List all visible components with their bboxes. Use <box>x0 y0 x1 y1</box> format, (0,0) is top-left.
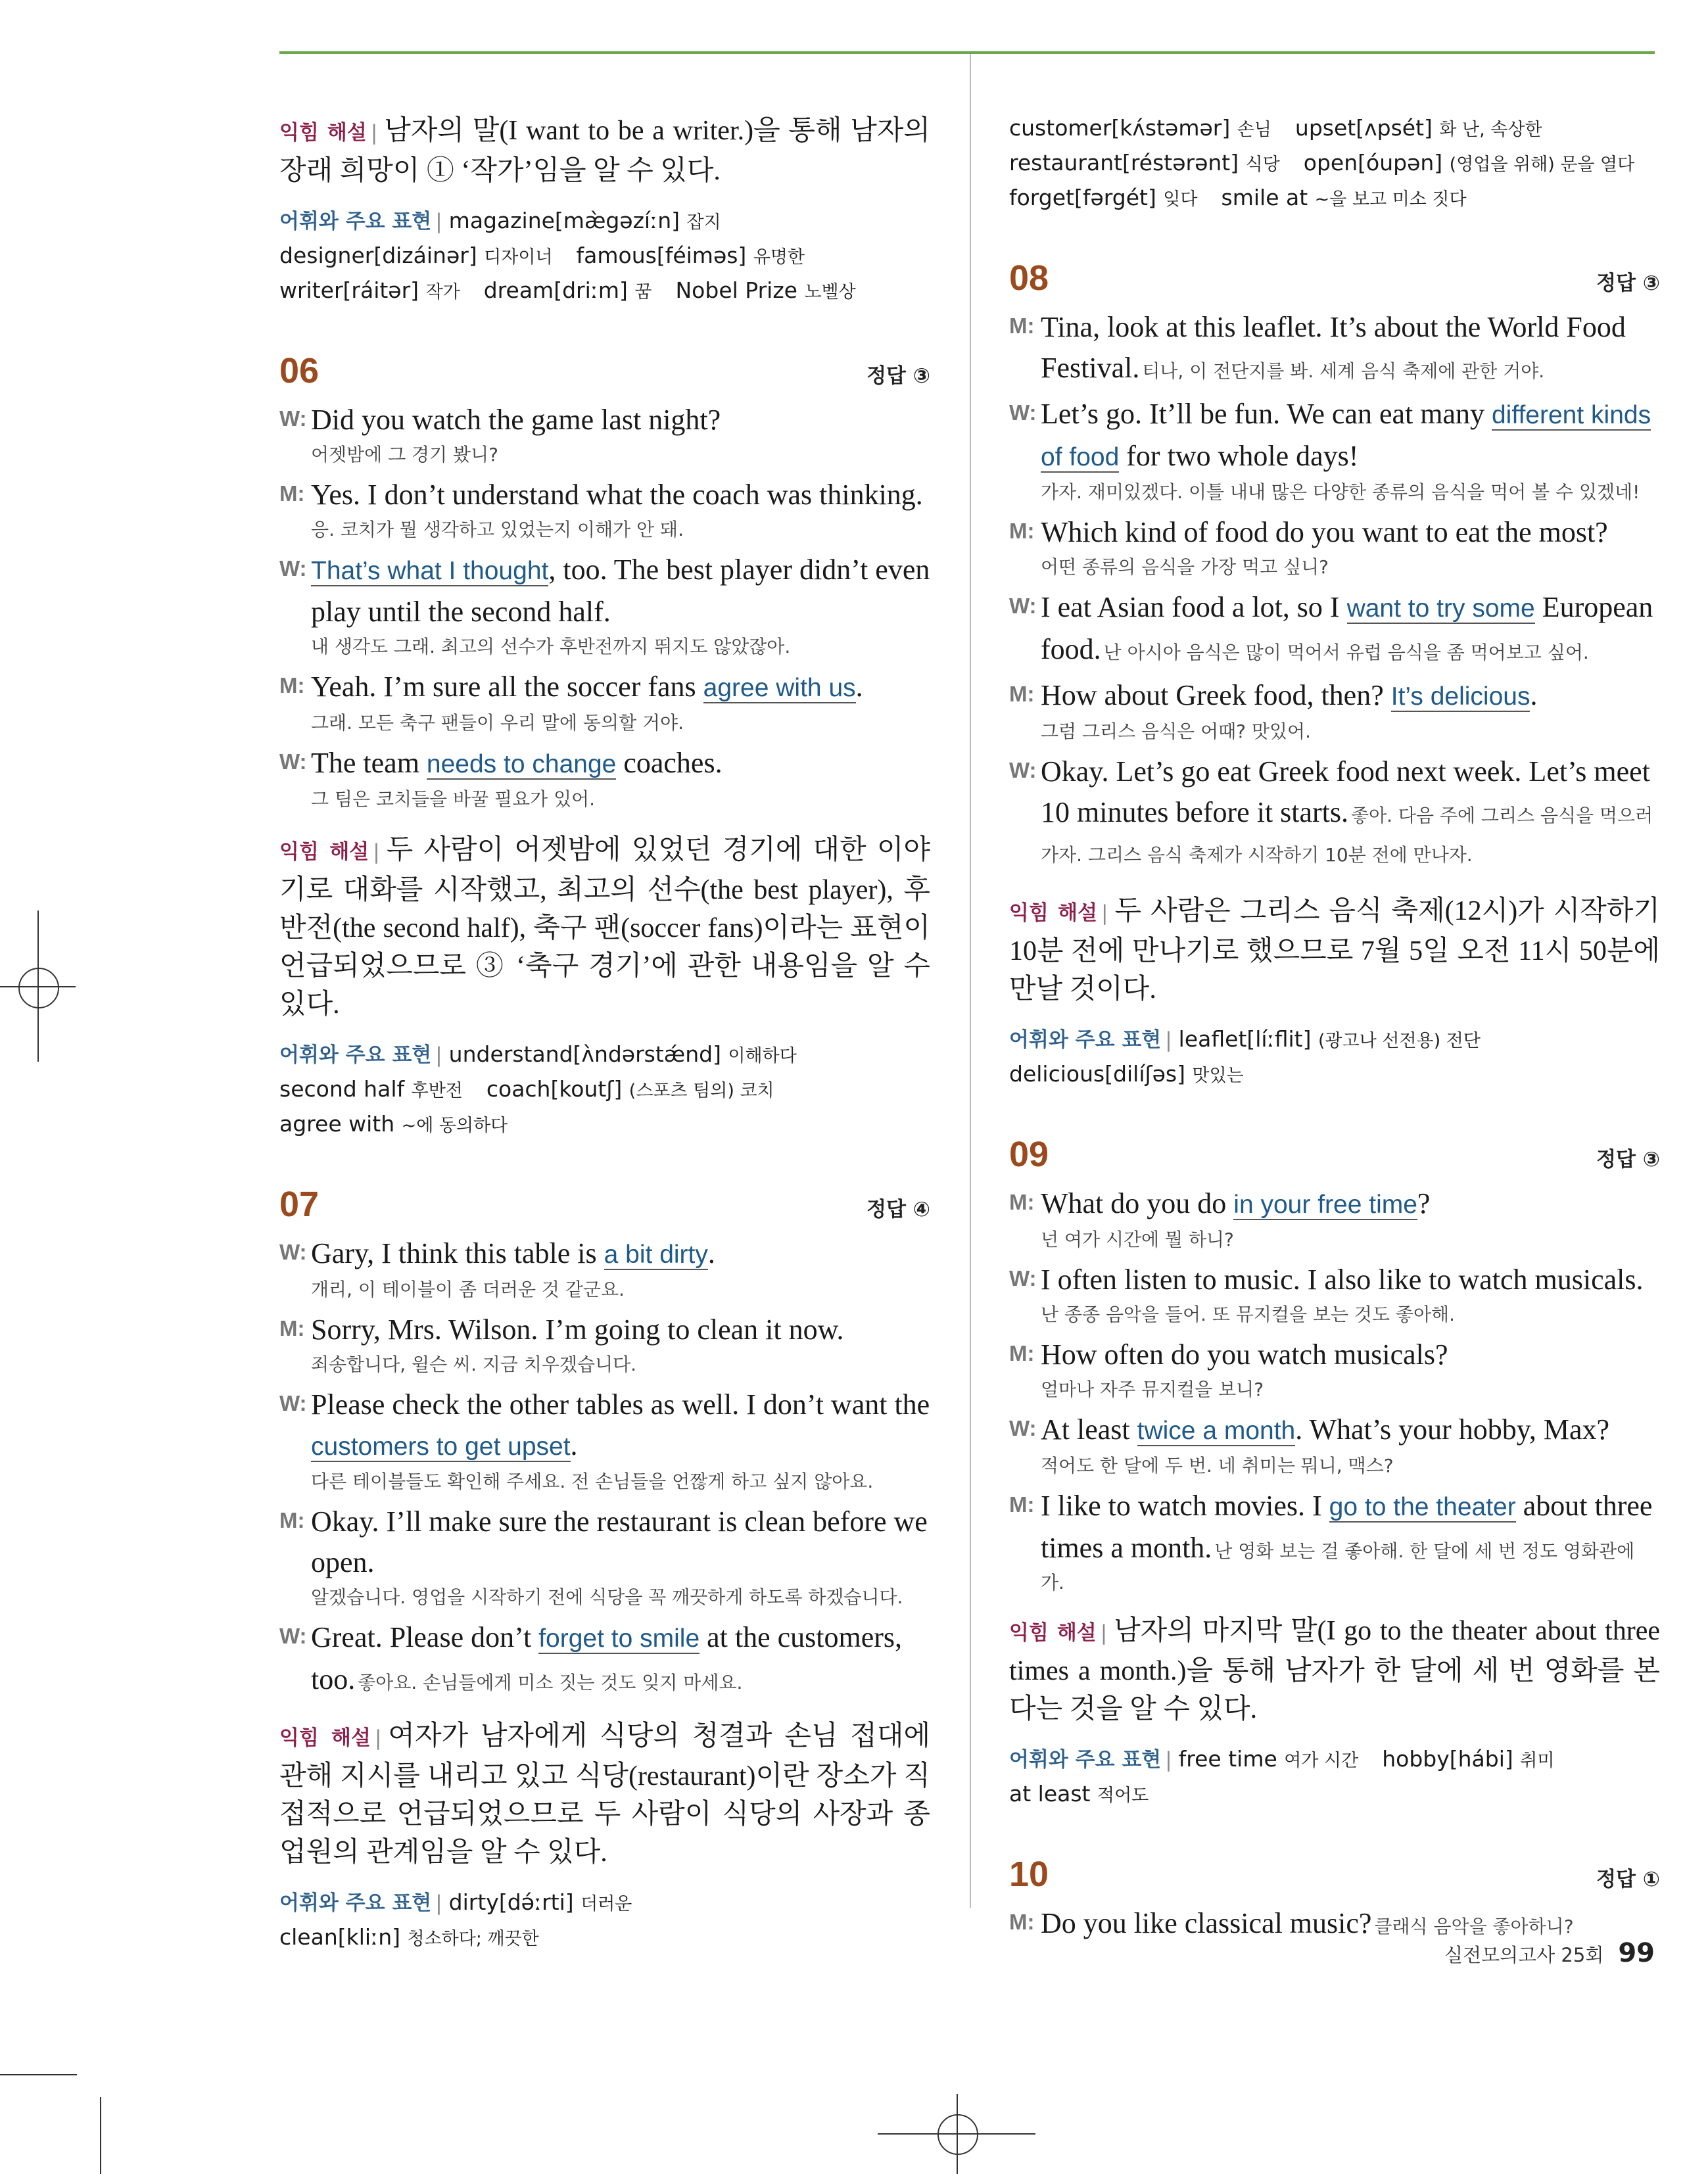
dialogue-text: Okay. Let’s go eat Greek food next week. Let’s meet 10 minutes before it starts. <box>1041 755 1650 828</box>
speaker-label: W: <box>279 1624 307 1648</box>
vocab-08: 어휘와 주요 표현 | leaflet[líːflit] (광고나 선전용) 전단 delicious[dilíʃəs] 맛있는 <box>1009 1026 1481 1087</box>
dialogue-text: ? <box>1417 1187 1431 1219</box>
crop-mark <box>0 2074 77 2075</box>
registration-circle <box>18 968 59 1008</box>
dialogue-line <box>279 475 930 544</box>
translation: 좋아. 다음 주에 그리스 음식을 먹으러 가자. 그리스 음식 축제가 시작하기 10분 전에 만나자. <box>1041 805 1653 866</box>
dialogue-line <box>1009 751 1660 875</box>
dialogue-text: Please check the other tables as well. I don’t want the <box>311 1388 930 1421</box>
dialogue-line <box>279 1233 930 1304</box>
vocab-word: open[óupən] <box>1303 150 1443 176</box>
vocab-07-continued <box>1009 112 1660 216</box>
dialogue-text: Gary, I think this table is <box>311 1237 604 1269</box>
vocab-meaning: 손님 <box>1237 120 1271 140</box>
question-07-header <box>279 1181 930 1228</box>
dialogue-text: Do you like classical music? <box>1041 1907 1372 1939</box>
dialogue-text: about three times a month. <box>1041 1490 1653 1564</box>
dialogue-line <box>279 1617 930 1700</box>
vocab-word: forget[fərgét] <box>1009 185 1156 210</box>
vocab-meaning: 잊다 <box>1163 189 1198 210</box>
speaker-label: M: <box>1009 682 1035 706</box>
translation: 개리, 이 테이블이 좀 더러운 것 같군요. <box>311 1279 625 1300</box>
vocab-meaning: (스포츠 팀의) 코치 <box>629 1081 774 1101</box>
dialogue-line <box>279 1384 930 1496</box>
vocab-meaning: 더러운 <box>581 1894 632 1914</box>
translation: 그 팀은 코치들을 바꿀 필요가 있어. <box>311 788 596 810</box>
explanation-05: 익힘 해설 | 남자의 말(I want to be a writer.)을 통해 남자의 장래 희망이 ① ‘작가’임을 알 수 있다. <box>279 116 930 186</box>
question-08-header <box>1009 254 1660 302</box>
translation: 어떤 종류의 음식을 가장 먹고 싶니? <box>1041 556 1329 578</box>
vocab-label: 어휘와 주요 표현 <box>279 210 432 233</box>
dialogue-text: I eat Asian food a lot, so I <box>1041 591 1347 623</box>
answer-key: 정답 ③ <box>1596 272 1660 295</box>
dialogue-line <box>279 743 930 814</box>
dialogue-text: Tina, look at this leaflet. It’s about the World Food Festival. <box>1041 311 1626 384</box>
speaker-label: W: <box>279 556 307 580</box>
dialogue-text: at the customers, too. <box>311 1621 903 1695</box>
translation: 난 종종 음악을 들어. 또 뮤지컬을 보는 것도 좋아해. <box>1041 1304 1455 1325</box>
question-number: 06 <box>279 351 320 390</box>
vocab-word: agree with <box>279 1111 395 1137</box>
top-rule <box>279 51 1655 54</box>
dialogue-line <box>1009 1260 1660 1329</box>
explanation-text: 두 사람이 어젯밤에 있었던 경기에 대한 이야기로 대화를 시작했고, 최고의 선수(the best player), 후반전(the second half), 축구 팬(soccer fans)이라는 표현이 언급되었으므로 ③ ‘축구 경기’에 관한 내용임을 알 수 있다. <box>279 835 930 1020</box>
vocab-06: 어휘와 주요 표현 | understand[ʌ̀ndərstǽnd] 이해하다 second half 후반전 coach[koutʃ] (스포츠 팀의) 코치 agree with ~에 동의하다 <box>279 1041 797 1137</box>
vocab-label: 어휘와 주요 표현 <box>1009 1748 1162 1772</box>
speaker-label: M: <box>1009 1910 1035 1934</box>
dialogue-text: How often do you watch musicals? <box>1041 1338 1448 1371</box>
dialogue-text: At least <box>1041 1413 1137 1446</box>
vocab-word: second half <box>279 1076 405 1102</box>
vocab-word: coach[koutʃ] <box>486 1076 623 1102</box>
fill-in-answer: forget to smile <box>538 1624 700 1653</box>
page-number: 99 <box>1618 1938 1655 1968</box>
speaker-label: M: <box>279 481 305 506</box>
vocab-word: designer[dizáinər] <box>279 243 477 268</box>
dialogue-line <box>1009 587 1660 670</box>
vocab-word: clean[kliːn] <box>279 1924 400 1950</box>
vocab-09: 어휘와 주요 표현 | free time 여가 시간 hobby[hábi] 취미 at least 적어도 <box>1009 1746 1555 1807</box>
dialogue-line <box>1009 1409 1660 1480</box>
vocab-meaning: 노벨상 <box>804 282 856 302</box>
speaker-label: M: <box>279 1508 305 1532</box>
translation: 알겠습니다. 영업을 시작하기 전에 식당을 꼭 깨끗하게 하도록 하겠습니다. <box>311 1586 903 1608</box>
translation: 그래. 모든 축구 팬들이 우리 말에 동의할 거야. <box>311 712 684 734</box>
dialogue-text: . <box>1530 679 1538 711</box>
speaker-label: M: <box>279 673 305 697</box>
translation: 난 영화 보는 걸 좋아해. 한 달에 세 번 정도 영화관에 가. <box>1041 1540 1635 1594</box>
vocab-meaning: 유명한 <box>753 247 805 268</box>
vocab-word: dream[driːm] <box>483 277 628 303</box>
translation: 얼마나 자주 뮤지컬을 보니? <box>1041 1379 1264 1400</box>
vocab-word: free time <box>1178 1746 1277 1772</box>
vocab-meaning: 후반전 <box>411 1081 463 1101</box>
question-number: 10 <box>1009 1855 1049 1894</box>
explanation-label: 익힘 해설 <box>1009 901 1098 925</box>
fill-in-answer: different kinds of food <box>1041 401 1651 471</box>
dialogue-line <box>279 1501 930 1612</box>
vocab-word: restaurant[réstərənt] <box>1009 150 1239 176</box>
vocab-meaning: 식당 <box>1245 154 1280 175</box>
translation: 난 아시아 음식은 많이 먹어서 유럽 음식을 좀 먹어보고 싶어. <box>1103 642 1589 663</box>
fill-in-answer: want to try some <box>1346 594 1535 623</box>
speaker-label: W: <box>1009 594 1037 618</box>
dialogue-line <box>1009 512 1660 582</box>
answer-key: 정답 ① <box>1596 1868 1660 1891</box>
vocab-meaning: 잡지 <box>686 212 721 233</box>
dialogue-line <box>1009 307 1660 389</box>
dialogue-text: coaches. <box>616 747 723 779</box>
right-column <box>1009 112 1660 1944</box>
speaker-label: W: <box>279 1240 307 1264</box>
vocab-word: understand[ʌ̀ndərstǽnd] <box>448 1041 721 1067</box>
fill-in-answer: That’s what I thought <box>311 557 549 585</box>
vocab-word: magazine[mæ̀gəzíːn] <box>448 208 680 233</box>
question-10-header <box>1009 1851 1660 1898</box>
book-section-title: 실전모의고사 25회 <box>1444 1944 1604 1966</box>
translation: 다른 테이블들도 확인해 주세요. 전 손님들을 언짢게 하고 싶지 않아요. <box>311 1471 874 1492</box>
vocab-meaning: 화 난, 속상한 <box>1439 120 1542 140</box>
speaker-label: W: <box>279 1391 307 1415</box>
dialogue-text: . <box>570 1429 578 1461</box>
vocab-word: customer[kʌ́stəmər] <box>1009 115 1231 141</box>
vocab-word: writer[ráitər] <box>279 277 419 303</box>
dialogue-line <box>279 1310 930 1379</box>
explanation-label: 익힘 해설 <box>279 121 367 145</box>
translation: 티나, 이 전단지를 봐. 세계 음식 축제에 관한 거야. <box>1142 360 1545 382</box>
fill-in-answer: It’s delicious <box>1390 682 1530 711</box>
vocab-word: delicious[dilíʃəs] <box>1009 1061 1185 1087</box>
fill-in-answer: in your free time <box>1233 1191 1417 1219</box>
dialogue-text: Great. Please don’t <box>311 1621 539 1653</box>
vocab-meaning: 적어도 <box>1097 1785 1149 1806</box>
question-number: 08 <box>1009 258 1049 298</box>
translation: 적어도 한 달에 두 번. 네 취미는 뭐니, 맥스? <box>1041 1455 1394 1477</box>
explanation-label: 익힘 해설 <box>1009 1621 1097 1645</box>
dialogue-text: . <box>855 671 863 703</box>
dialogue-line <box>1009 1335 1660 1404</box>
explanation-text: 여자가 남자에게 식당의 청결과 손님 접대에 관해 지시를 내리고 있고 식당(restaurant)이란 장소가 직접적으로 언급되었으므로 두 사람이 식당의 사장과 종업원의 관계임을 알 수 있다. <box>279 1721 931 1868</box>
vocab-label: 어휘와 주요 표현 <box>279 1891 432 1915</box>
vocab-word: smile at <box>1221 185 1308 210</box>
speaker-label: W: <box>1009 758 1037 782</box>
explanation-text: 두 사람은 그리스 음식 축제(12시)가 시작하기 10분 전에 만나기로 했으므로 7월 5일 오전 11시 50분에 만날 것이다. <box>1009 896 1661 1004</box>
vocab-05: 어휘와 주요 표현 | magazine[mæ̀gəzíːn] 잡지 designer[dizáinər] 디자이너 famous[féiməs] 유명한 writer[ráitər] 작가 dream[driːm] 꿈 Nobel Prize 노벨상 <box>279 208 856 303</box>
speaker-label: M: <box>1009 314 1035 338</box>
dialogue-line <box>1009 675 1660 746</box>
vocab-meaning: ~을 보고 미소 짓다 <box>1314 189 1467 210</box>
speaker-label: M: <box>279 1316 305 1340</box>
vocab-word: Nobel Prize <box>675 277 797 303</box>
vocab-meaning: 취미 <box>1520 1751 1555 1771</box>
explanation-label: 익힘 해설 <box>279 1726 371 1750</box>
vocab-meaning: 꿈 <box>634 282 652 302</box>
speaker-label: M: <box>1009 1341 1035 1365</box>
answer-key: 정답 ③ <box>1596 1148 1660 1171</box>
answer-key: 정답 ③ <box>866 364 930 388</box>
answer-key: 정답 ④ <box>866 1198 930 1221</box>
vocab-word: famous[féiməs] <box>576 243 747 268</box>
speaker-label: W: <box>1009 400 1037 425</box>
fill-in-answer: a bit dirty <box>604 1241 708 1269</box>
vocab-word: upset[ʌpsét] <box>1294 115 1433 141</box>
dialogue-text: Which kind of food do you want to eat the most? <box>1041 516 1608 548</box>
dialogue-line <box>1009 394 1660 507</box>
fill-in-answer: twice a month <box>1137 1417 1296 1445</box>
translation: 그럼 그리스 음식은 어때? 맛있어. <box>1041 721 1311 742</box>
dialogue-line <box>1009 1486 1660 1595</box>
speaker-label: M: <box>1009 519 1035 543</box>
explanation-08: 익힘 해설 | 두 사람은 그리스 음식 축제(12시)가 시작하기 10분 전에 만나기로 했으므로 7월 5일 오전 11시 50분에 만날 것이다. <box>1009 896 1661 1004</box>
dialogue-text: European food. <box>1041 591 1653 665</box>
translation: 죄송합니다, 윌슨 씨. 지금 치우겠습니다. <box>311 1354 637 1375</box>
explanation-text: 남자의 마지막 말(I go to the theater about three times a month.)을 통해 남자가 한 달에 세 번 영화를 본다는 것을 알 수 있다. <box>1009 1616 1660 1724</box>
translation: 클래식 음악을 좋아하니? <box>1374 1916 1574 1937</box>
left-column <box>279 112 930 1956</box>
fill-in-answer: go to the theater <box>1329 1493 1516 1521</box>
vocab-meaning: 작가 <box>425 282 460 302</box>
dialogue-text: How about Greek food, then? <box>1041 679 1391 711</box>
crop-mark <box>100 2097 101 2174</box>
explanation-09: 익힘 해설 | 남자의 마지막 말(I go to the theater about three times a month.)을 통해 남자가 한 달에 세 번 영화를 본다는 것을 알 수 있다. <box>1009 1616 1660 1724</box>
vocab-label: 어휘와 주요 표현 <box>1009 1028 1162 1052</box>
dialogue-text: Yeah. I’m sure all the soccer fans <box>311 671 703 703</box>
column-divider <box>970 54 971 1908</box>
translation: 넌 여가 시간에 뭘 하니? <box>1041 1229 1234 1250</box>
translation: 응. 코치가 뭘 생각하고 있었는지 이해가 안 돼. <box>311 519 684 540</box>
explanation-07: 익힘 해설 | 여자가 남자에게 식당의 청결과 손님 접대에 관해 지시를 내리고 있고 식당(restaurant)이란 장소가 직접적으로 언급되었으므로 두 사람이 식당의 사장과 종업원의 관계임을 알 수 있다. <box>279 1721 931 1868</box>
vocab-meaning: ~에 동의하다 <box>401 1116 508 1136</box>
speaker-label: W: <box>279 406 307 431</box>
vocab-word: hobby[hábi] <box>1382 1746 1513 1772</box>
translation: 좋아요. 손님들에게 미소 짓는 것도 잊지 마세요. <box>358 1672 743 1693</box>
translation: 어젯밤에 그 경기 봤니? <box>311 444 498 465</box>
dialogue-line <box>1009 1183 1660 1254</box>
vocab-word: dirty[də́ːrti] <box>448 1889 574 1915</box>
explanation-label: 익힘 해설 <box>279 840 369 864</box>
dialogue-text: , too. The best player didn’t even play until the second half. <box>311 554 930 628</box>
vocab-word: leaflet[líːflit] <box>1178 1026 1312 1052</box>
dialogue-text: I often listen to music. I also like to watch musicals. <box>1041 1264 1644 1296</box>
explanation-text: 남자의 말(I want to be a writer.)을 통해 남자의 장래 희망이 ① ‘작가’임을 알 수 있다. <box>279 116 930 186</box>
speaker-label: M: <box>1009 1190 1035 1214</box>
dialogue-text: What do you do <box>1041 1187 1234 1219</box>
dialogue-line <box>279 667 930 738</box>
dialogue-text: Okay. I’ll make sure the restaurant is clean before we open. <box>311 1505 928 1578</box>
fill-in-answer: customers to get upset <box>311 1432 571 1461</box>
speaker-label: M: <box>1009 1492 1035 1517</box>
dialogue-text: Let’s go. It’ll be fun. We can eat many <box>1041 398 1492 430</box>
dialogue-text: for two whole days! <box>1119 440 1359 472</box>
speaker-label: W: <box>279 749 307 774</box>
registration-circle <box>937 2114 978 2155</box>
dialogue-text: I like to watch movies. I <box>1041 1490 1329 1522</box>
dialogue-text: . <box>707 1237 715 1269</box>
dialogue-text: Sorry, Mrs. Wilson. I’m going to clean it now. <box>311 1313 844 1346</box>
vocab-meaning: 여가 시간 <box>1284 1751 1359 1771</box>
question-number: 09 <box>1009 1135 1049 1174</box>
dialogue-text: Did you watch the game last night? <box>311 404 721 436</box>
speaker-label: W: <box>1009 1416 1037 1440</box>
vocab-07: 어휘와 주요 표현 | dirty[də́ːrti] 더러운clean[kliːn] 청소하다; 깨끗한 <box>279 1889 632 1950</box>
vocab-meaning: 맛있는 <box>1192 1066 1244 1086</box>
translation: 내 생각도 그래. 최고의 선수가 후반전까지 뛰지도 않았잖아. <box>311 636 791 657</box>
fill-in-answer: agree with us <box>703 674 856 702</box>
dialogue-line <box>279 550 930 661</box>
dialogue-text: . What’s your hobby, Max? <box>1295 1413 1610 1446</box>
vocab-meaning: 청소하다; 깨끗한 <box>407 1929 539 1949</box>
vocab-label: 어휘와 주요 표현 <box>279 1043 432 1067</box>
vocab-word: at least <box>1009 1781 1091 1807</box>
dialogue-text: Yes. I don’t understand what the coach was thinking. <box>311 479 923 511</box>
question-09-header <box>1009 1131 1660 1178</box>
page-footer <box>1444 1938 1655 1968</box>
question-number: 07 <box>279 1185 320 1224</box>
vocab-meaning: 이해하다 <box>728 1046 797 1066</box>
translation: 가자. 재미있겠다. 이틀 내내 많은 다양한 종류의 음식을 먹어 볼 수 있겠네! <box>1041 481 1640 503</box>
dialogue-text: The team <box>311 747 427 779</box>
vocab-meaning: 디자이너 <box>484 247 553 268</box>
vocab-meaning: (영업을 위해) 문을 열다 <box>1449 154 1635 175</box>
explanation-06: 익힘 해설 | 두 사람이 어젯밤에 있었던 경기에 대한 이야기로 대화를 시작했고, 최고의 선수(the best player), 후반전(the second half), 축구 팬(soccer fans)이라는 표현이 언급되었으므로 ③ ‘축구 경기’에 관한 내용임을 알 수 있다. <box>279 835 930 1020</box>
dialogue-line <box>279 400 930 469</box>
fill-in-answer: needs to change <box>426 750 617 778</box>
vocab-meaning: (광고나 선전용) 전단 <box>1318 1031 1481 1051</box>
speaker-label: W: <box>1009 1266 1037 1290</box>
question-06-header <box>279 347 930 394</box>
